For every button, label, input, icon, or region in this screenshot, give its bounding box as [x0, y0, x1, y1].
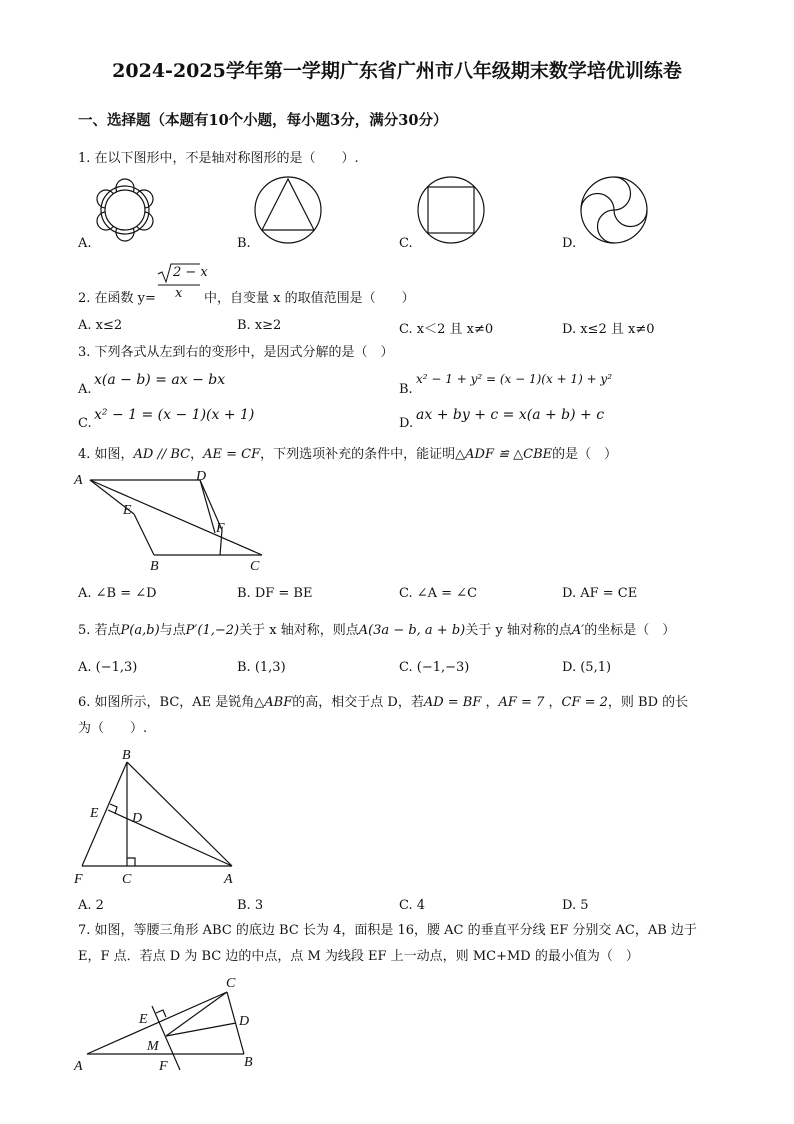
q2-option-c: C. x＜2 且 x≠0	[399, 322, 494, 337]
q4-stem-mid: ，下列选项补充的条件中，能证明	[260, 447, 456, 462]
q4-label-b: B	[150, 559, 159, 574]
q7-label-d: D	[239, 1014, 250, 1029]
q6-stem-line2: 为（ ）.	[78, 721, 148, 736]
circle-triangle-icon	[252, 176, 328, 246]
q4-label-a: A	[74, 473, 83, 488]
q3-option-b: x² − 1 + y² = (x − 1)(x + 1) + y²	[416, 372, 613, 386]
q1-option-a: A.	[78, 236, 92, 251]
q4-congruence: △ADF ≌ △CBE	[455, 447, 553, 462]
q7-figure	[72, 970, 272, 1080]
q6-label-e: E	[90, 806, 99, 821]
q7-label-b: B	[244, 1055, 253, 1070]
q1-option-c: C.	[399, 236, 413, 251]
q4-figure	[72, 468, 272, 574]
q6-figure	[72, 744, 242, 890]
q4-condition-1: AD // BC	[133, 447, 191, 462]
q3-option-b-label: B.	[399, 382, 413, 397]
q6-option-d: D. 5	[562, 898, 589, 913]
q5-stem-b: 与点	[159, 623, 186, 638]
q4-condition-2: AE = CF	[203, 447, 261, 462]
q3-stem: 3. 下列各式从左到右的变形中，是因式分解的是（ ）	[78, 345, 394, 360]
q4-label-d: D	[196, 469, 207, 484]
q6-stem-c: ，则 BD 的长	[607, 695, 689, 710]
q5-stem-c: 关于 x 轴对称，则点	[239, 623, 359, 638]
circle-square-icon	[415, 176, 491, 246]
flower-icon	[86, 176, 166, 246]
q6-condition-2: AF = 7	[498, 695, 545, 710]
q4-label-c: C	[250, 559, 260, 574]
q4-label-e: E	[123, 503, 132, 518]
q3-option-d: ax + by + c = x(a + b) + c	[416, 407, 605, 423]
q4-option-c: C. ∠A = ∠C	[399, 586, 478, 601]
q6-label-b: B	[122, 748, 131, 763]
q6-condition-1: AD = BF	[423, 695, 482, 710]
page-title: 2024-2025学年第一学期广东省广州市八年级期末数学培优训练卷	[112, 60, 682, 82]
q2-denominator: x	[175, 286, 183, 301]
q4-separator: ，	[190, 447, 204, 462]
q3-option-d-label: D.	[399, 416, 414, 431]
q6-label-d: D	[132, 811, 143, 826]
q3-option-c: x² − 1 = (x − 1)(x + 1)	[94, 407, 255, 423]
q6-stem-line1: 6. 如图所示，BC，AE 是锐角△ABF的高，相交于点 D，若AD = BF ，AF = 7 ，CF = 2，则 BD 的长	[78, 695, 689, 710]
q4-stem-suffix: 的是（ ）	[552, 447, 618, 462]
q6-option-a: A. 2	[78, 898, 104, 913]
q5-point-a: A(3a − b, a + b)	[358, 623, 466, 638]
q6-triangle: △ABF	[254, 695, 293, 710]
q5-option-a: A. (−1,3)	[78, 660, 138, 675]
q2-option-a: A. x≤2	[78, 318, 123, 333]
q6-stem-b: 的高，相交于点 D，若	[292, 695, 424, 710]
q4-stem-prefix: 4. 如图，	[78, 447, 134, 462]
q5-stem	[78, 622, 675, 640]
q5-stem-d: 关于 y 轴对称的点	[465, 623, 572, 638]
q7-stem-line2: E，F 点．若点 D 为 BC 边的中点，点 M 为线段 EF 上一动点，则 MC+MD 的最小值为（ ）	[78, 949, 639, 964]
section-heading: 一、选择题（本题有10个小题，每小题3分，满分30分）	[78, 112, 448, 129]
q2-option-d: D. x≤2 且 x≠0	[562, 322, 655, 337]
q3-option-a-label: A.	[78, 382, 92, 397]
q7-label-c: C	[226, 976, 236, 991]
q6-stem-a: 6. 如图所示，BC，AE 是锐角	[78, 695, 255, 710]
q3-option-c-label: C.	[78, 416, 92, 431]
q2-fraction	[156, 262, 208, 306]
q6-label-f: F	[74, 872, 83, 887]
q5-stem-e: 的坐标是（ ）	[584, 623, 676, 638]
taiji-icon	[578, 176, 654, 246]
q4-option-b: B. DF = BE	[237, 586, 313, 601]
q7-label-a: A	[74, 1059, 83, 1074]
q6-label-c: C	[122, 872, 132, 887]
q2-sqrt-content: 2 − x	[173, 265, 208, 280]
q5-point-p-prime: P′(1,−2)	[185, 623, 240, 638]
q7-label-f: F	[159, 1059, 168, 1074]
q5-point-a-prime: A′	[571, 623, 585, 638]
q4-option-a: A. ∠B = ∠D	[78, 586, 157, 601]
q5-option-c: C. (−1,−3)	[399, 660, 470, 675]
q4-option-d: D. AF = CE	[562, 586, 638, 601]
q5-stem-a: 5. 若点	[78, 623, 121, 638]
q6-label-a: A	[224, 872, 233, 887]
q7-label-m: M	[147, 1039, 159, 1054]
q5-option-b: B. (1,3)	[237, 660, 286, 675]
q2-stem-suffix: 中，自变量 x 的取值范围是（ ）	[204, 291, 415, 306]
q1-option-d: D.	[562, 236, 577, 251]
q2-stem-prefix: 2. 在函数 y=	[78, 291, 156, 306]
q6-option-b: B. 3	[237, 898, 264, 913]
q5-option-d: D. (5,1)	[562, 660, 612, 675]
q1-stem: 1. 在以下图形中，不是轴对称图形的是（ ）.	[78, 151, 359, 166]
q6-condition-3: CF = 2	[561, 695, 608, 710]
q6-option-c: C. 4	[399, 898, 426, 913]
q7-stem-line1: 7. 如图，等腰三角形 ABC 的底边 BC 长为 4，面积是 16，腰 AC 的垂直平分线 EF 分别交 AC，AB 边于	[78, 923, 697, 938]
q4-stem	[78, 446, 617, 464]
q5-point-p: P(a,b)	[120, 623, 160, 638]
q1-option-b: B.	[237, 236, 251, 251]
q3-option-a: x(a − b) = ax − bx	[94, 372, 226, 388]
q4-label-f: F	[216, 521, 225, 536]
q2-option-b: B. x≥2	[237, 318, 282, 333]
q7-label-e: E	[139, 1012, 148, 1027]
